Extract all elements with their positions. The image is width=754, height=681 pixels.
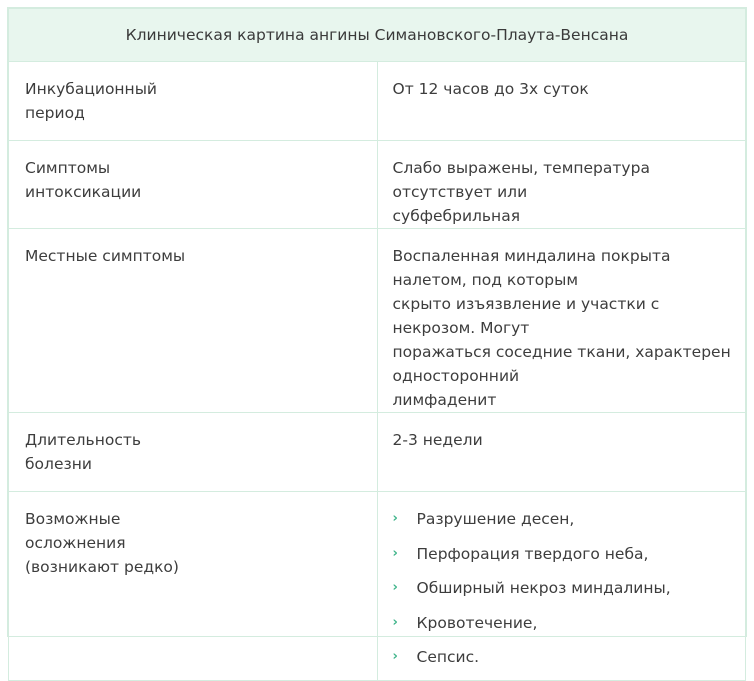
- chevron-right-icon: ›: [392, 614, 398, 630]
- clinical-picture-table: [7, 7, 747, 666]
- row-label-local-symptoms: Местные симптомы: [9, 229, 378, 413]
- chevron-right-icon: ›: [392, 511, 398, 526]
- list-item-text: Сепсис.: [416, 648, 480, 666]
- row-label-incubation: Инкубационный период: [9, 62, 378, 141]
- table-title: Клиническая картина ангины Симановского-Плаута-Венсана: [9, 9, 746, 62]
- row-label-intoxication: Симптомы интоксикации: [9, 141, 378, 229]
- list-item-text: Разрушение десен,: [416, 510, 575, 528]
- list-item: [393, 507, 736, 542]
- list-item-text: Обширный некроз миндалины,: [416, 579, 671, 597]
- list-item-text: Кровотечение,: [416, 613, 538, 632]
- chevron-right-icon: ›: [392, 580, 398, 595]
- list-item: [393, 576, 736, 611]
- table-row: [9, 492, 746, 681]
- chevron-right-icon: ›: [392, 545, 398, 561]
- list-item: [393, 645, 736, 680]
- list-item: [393, 542, 736, 577]
- row-label-duration: Длительность болезни: [9, 413, 378, 492]
- table-header-row: [9, 9, 746, 62]
- table: [8, 8, 746, 681]
- row-value-local-symptoms: Воспаленная миндалина покрыта налетом, под которым скрыто изъязвление и участки с некрозом. Могут поражаться соседние ткани, характерен односторонний лимфаденит: [377, 229, 746, 413]
- row-label-complications: Возможные осложнения (возникают редко): [9, 492, 378, 681]
- row-value-intoxication: Слабо выражены, температура отсутствует или субфебрильная: [377, 141, 746, 229]
- table-row: [9, 229, 746, 413]
- chevron-right-icon: ›: [392, 649, 398, 664]
- complications-list: [393, 507, 736, 680]
- row-value-incubation: От 12 часов до 3х суток: [377, 62, 746, 141]
- table-row: [9, 141, 746, 229]
- row-value-complications: [377, 492, 746, 681]
- table-row: [9, 413, 746, 492]
- row-value-duration: 2-3 недели: [377, 413, 746, 492]
- list-item: [393, 611, 736, 646]
- list-item-text: Перфорация твердого неба,: [416, 544, 649, 563]
- table-row: [9, 62, 746, 141]
